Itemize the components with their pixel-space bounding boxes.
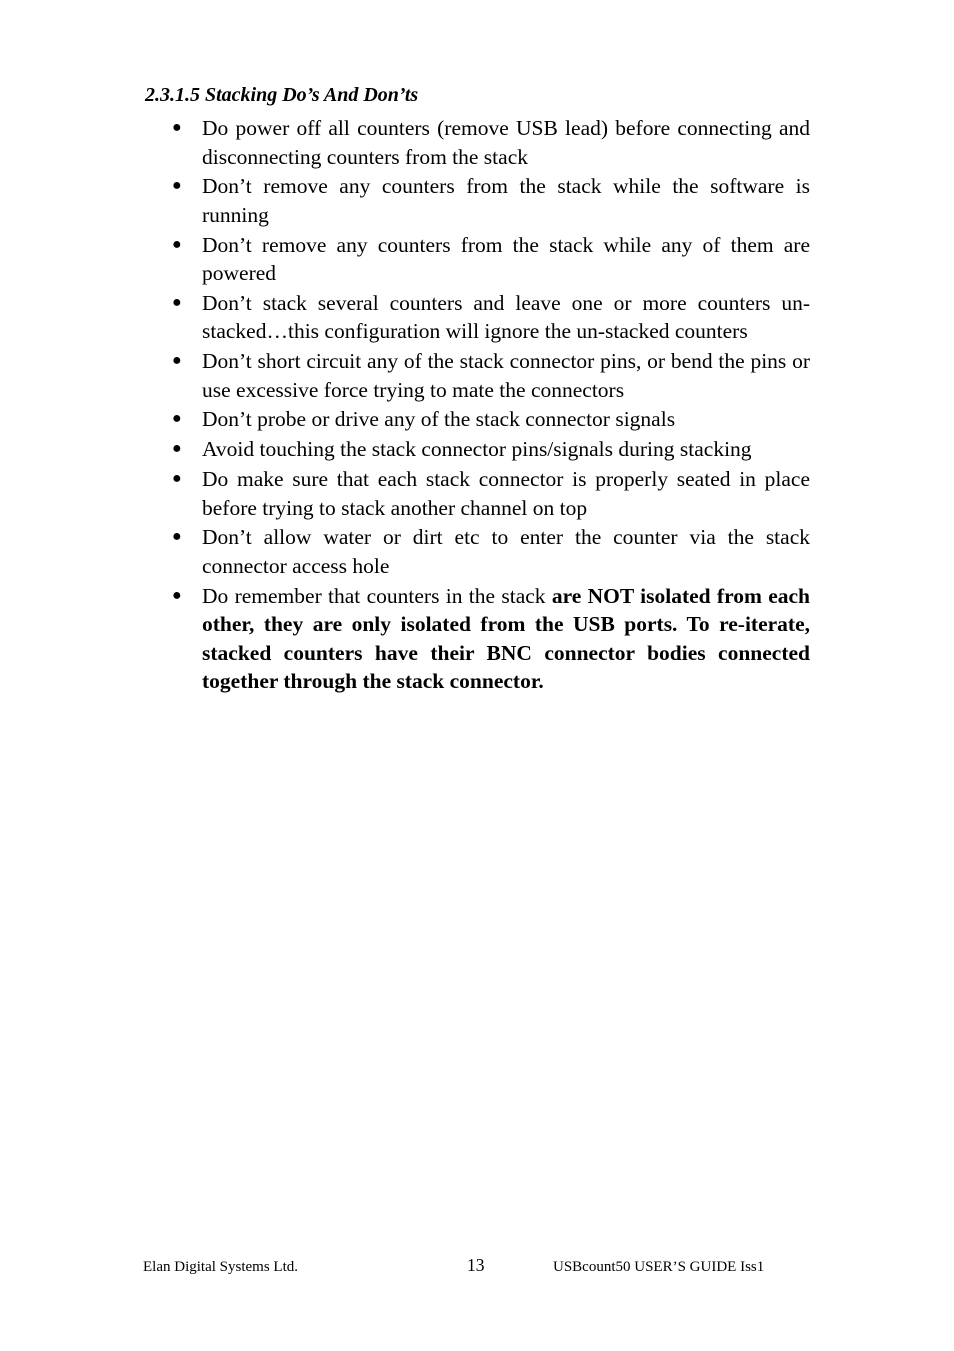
list-item-warning: ● Do remember that counters in the stack are NOT isolated from each other, they are only isolated from the USB ports. To re-iterate, stacked counters have their BNC connector bodies connected together through the stack connector.	[172, 583, 810, 694]
warning-emphasis: are NOT isolated from each other, they are only isolated from the USB ports. To re-iterate, stacked counters have their BNC connector bodies connected together through the stack connector.	[202, 583, 810, 694]
bullet-icon: ●	[172, 119, 182, 136]
list-item: ● Don’t allow water or dirt etc to enter the counter via the stack connector access hole	[172, 525, 810, 578]
list-item: ● Don’t probe or drive any of the stack connector signals	[202, 405, 810, 434]
section-heading: 2.3.1.5 Stacking Do’s And Don’ts	[145, 84, 419, 106]
bullet-icon: ●	[172, 410, 182, 428]
bullet-icon: ●	[172, 440, 182, 458]
list-item: ● Do power off all counters (remove USB lead) before connecting and disconnecting counters from the stack	[172, 116, 810, 169]
list-item: ● Don’t short circuit any of the stack connector pins, or bend the pins or use excessive force trying to mate the connectors	[172, 349, 810, 402]
bullet-icon: ●	[172, 235, 182, 253]
list-item: ● Don’t stack several counters and leave one or more counters un-stacked…this configuration will ignore the un-stacked counters	[172, 290, 810, 344]
bullet-icon: ●	[172, 586, 182, 604]
list-item: ● Don’t remove any counters from the stack while the software is running	[172, 174, 810, 227]
footer-company: Elan Digital Systems Ltd.	[143, 1259, 298, 1275]
list-item: ● Avoid touching the stack connector pins/signals during stacking	[202, 435, 810, 464]
dos-and-donts-list	[172, 114, 810, 697]
list-item: ● Do make sure that each stack connector is properly seated in place before trying to stack another channel on top	[172, 467, 810, 520]
bullet-icon: ●	[172, 470, 182, 488]
list-item: ● Don’t remove any counters from the stack while any of them are powered	[172, 232, 810, 286]
bullet-icon: ●	[172, 293, 182, 311]
bullet-icon: ●	[172, 352, 182, 370]
bullet-icon: ●	[172, 177, 182, 195]
page-number: 13	[467, 1255, 485, 1275]
bullet-icon: ●	[172, 528, 182, 546]
footer-document-title: USBcount50 USER’S GUIDE Iss1	[553, 1259, 765, 1275]
